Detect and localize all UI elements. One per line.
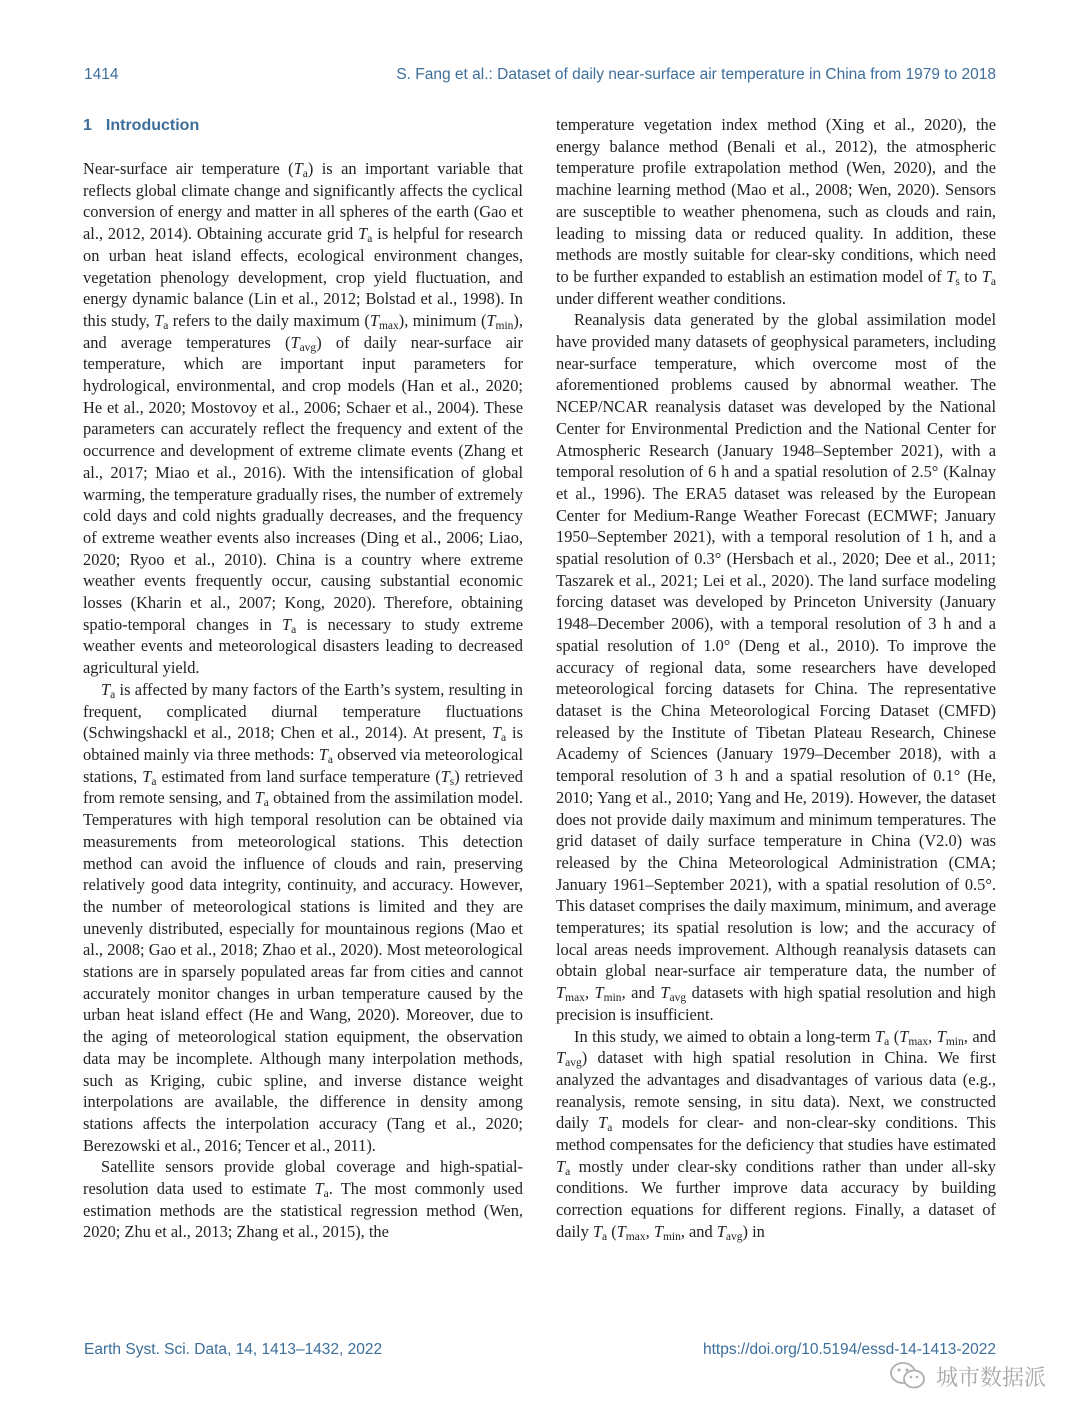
section-title: Introduction — [105, 117, 200, 134]
paragraph: $T_a$ is affected by many factors of the Earth’s system, resulting in frequent, complicated diurnal temperature fluctuations (Schwingshackl et al., 2018; Chen et al., 2014). At present, $T_a$ is obtained mainly via three methods: $T_a$ observed via meteorological stations, $T_a$ estimated from land surface temperature $(T_s)$ retrieved from remote sensing, and $T_a$ obtained from the assimilation model. Temperatures with high temporal resolution can be obtained via measurements from meteorological stations. This detection method can avoid the influence of clouds and rain, preserving relatively good data integrity, continuity, and accuracy. However, the number of meteorological stations is limited and they are unevenly distributed, especially for mountainous regions (Mao et al., 2008; Gao et al., 2018; Zhao et al., 2020). Most meteorological stations are in sparsely populated areas far from cities and cannot accurately monitor changes in urban temperature caused by the urban heat island effect (He and Wang, 2020). Moreover, due to the aging of meteorological station equipment, the observation data may be incomplete. Although many interpolation methods, such as Kriging, cubic spline, and inverse distance weight interpolations are available, the difference in density among stations affects the interpolation accuracy (Tang et al., 2020; Berezowski et al., 2016; Tencer et al., 2011). — [83, 679, 524, 1155]
journal-citation: Earth Syst. Sci. Data, 14, 1413–1432, 2022 — [84, 1341, 383, 1358]
left-column — [83, 113, 523, 1243]
page-footer — [84, 1341, 996, 1363]
paragraph: Satellite sensors provide global coverage and high-spatial-resolution data used to estimate $T_a$. The most commonly used estimation methods are the statistical regression method (Wen, 2020; Zhu et al., 2013; Zhang et al., 2015), the — [83, 1157, 523, 1242]
section-heading — [83, 117, 523, 135]
running-header — [84, 66, 996, 92]
page-number: 1414 — [84, 66, 119, 83]
watermark — [888, 1360, 1046, 1392]
section-number: 1 — [83, 117, 92, 134]
paragraph: Near-surface air temperature $(T_a)$ is an important variable that reflects global climate change and significantly affects the cyclical conversion of energy and matter in all spheres of the earth (Gao et al., 2012, 2014). Obtaining accurate grid $T_a$ is helpful for research on urban heat island effects, ecological environment changes, vegetation phenology development, crop yield fluctuation, and energy dynamic balance (Lin et al., 2012; Bolstad et al., 1998). In this study, $T_a$ refers to the daily maximum $(T_{max})$, minimum $(T_{min})$, and average temperatures $(T_{avg})$ of daily near-surface air temperature, which are important input parameters for hydrological, environmental, and crop models (Han et al., 2020; He et al., 2020; Mostovoy et al., 2006; Schaer et al., 2004). These parameters can accurately reflect the frequency and extent of the occurrence and development of extreme climate events (Zhang et al., 2017; Miao et al., 2016). With the intensification of global warming, the temperature gradually rises, the number of extremely cold days and cold nights gradually decreases, and the frequency of extreme weather events also increases (Ding et al., 2006; Liao, 2020; Ryoo et al., 2010). China is a country where extreme weather events frequently occur, causing substantial economic losses (Kharin et al., 2007; Kong, 2020). Therefore, obtaining spatio-temporal changes in $T_a$ is necessary to study extreme weather events and meteorological disasters leading to decreased agricultural yield. — [83, 159, 524, 678]
right-column — [556, 114, 996, 1243]
watermark-text: 城市数据派 — [935, 1365, 1046, 1391]
paragraph: In this study, we aimed to obtain a long-term $T_a$ ($T_{max}$, $T_{min}$, and $T_{avg}$) dataset with high spatial resolution in China. We first analyzed the advantages and disadvantages of various data (e.g., reanalysis, remote sensing, in situ data). Next, we constructed daily $T_a$ models for clear- and non-clear-sky conditions. This method compensates for the deficiency that studies have estimated $T_a$ mostly under clear-sky conditions rather than under all-sky conditions. We further improve data accuracy by building correction equations for different regions. Finally, a dataset of daily $T_a$ ($T_{max}$, $T_{min}$, and $T_{avg}$) in — [556, 1026, 996, 1243]
paragraph: Reanalysis data generated by the global assimilation model have provided many datasets of geophysical parameters, including near-surface temperature, which overcome most of the aforementioned problems caused by abnormal weather. The NCEP/NCAR reanalysis dataset was developed by the National Center for Environmental Prediction and the National Center for Atmospheric Research (January 1948–September 2021), with a temporal resolution of 6 h and a spatial resolution of 2.5° (Kalnay et al., 1996). The ERA5 dataset was released by the European Center for Medium-Range Weather Forecast (ECMWF; January 1950–September 2021), with a temporal resolution of 1 h, and a spatial resolution of 0.3° (Hersbach et al., 2020; Dee et al., 2011; Taszarek et al., 2021; Lei et al., 2020). The land surface modeling forcing dataset was developed by Princeton University (January 1948–December 2006), with a temporal resolution of 3 h and a spatial resolution of 1.0° (Deng et al., 2010). To improve the accuracy of regional data, some researchers have developed meteorological forcing datasets for China. The representative dataset is the China Meteorological Forcing Dataset (CMFD) released by the Institute of Tibetan Plateau Research, Chinese Academy of Sciences (January 1979–December 2018), with a temporal resolution of 3 h and a spatial resolution of 0.1° (He, 2010; Yang et al., 2010; Yang and He, 2019). However, the dataset does not provide daily maximum and minimum temperatures. The grid dataset of daily surface temperature in China (V2.0) was released by the China Meteorological Administration (CMA; January 1961–September 2021), with a spatial resolution of 0.5°. This dataset comprises the daily maximum, minimum, and average temperatures; its spatial resolution is low; and the accuracy of local areas needs improvement. Although reanalysis datasets can obtain global near-surface air temperature data, the number of $T_{max}$, $T_{min}$, and $T_{avg}$ datasets with high spatial resolution and high precision is insufficient. — [556, 310, 996, 1024]
running-title: S. Fang et al.: Dataset of daily near-surface air temperature in China from 1979 to 2018 — [396, 66, 996, 83]
wechat-icon — [888, 1360, 928, 1392]
doi-link[interactable]: https://doi.org/10.5194/essd-14-1413-2022 — [703, 1341, 996, 1358]
paragraph: temperature vegetation index method (Xing et al., 2020), the energy balance method (Benali et al., 2012), the atmospheric temperature profile extrapolation method (Wen, 2020), and the machine learning method (Mao et al., 2008; Wen, 2020). Sensors are susceptible to weather phenomena, such as clouds and rain, leading to missing data or reduced quality. In addition, these methods are mostly suitable for clear-sky conditions, which need to be further expanded to establish an estimation model of $T_s$ to $T_a$ under different weather conditions. — [556, 115, 996, 308]
